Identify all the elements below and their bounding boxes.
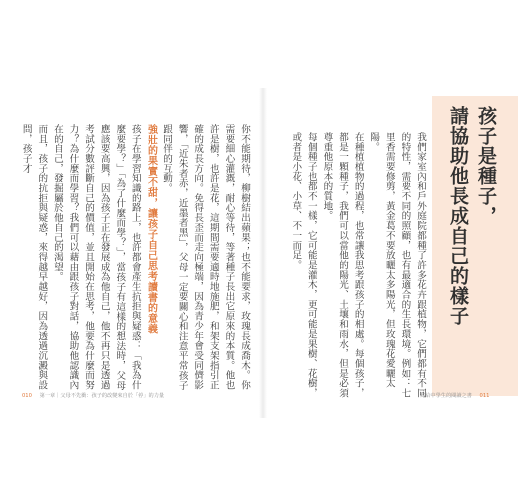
chapter-title-line-2: 請協助他長成自己的樣子 xyxy=(447,106,469,326)
left-page xyxy=(8,96,260,416)
right-paragraph-2: 在種植植物的過程，也常讓我思考跟孩子的相處。每個孩子，都是一顆種子，我們可以當他的陽光、土壤和雨水，但是必須尊重他原本的質地。 xyxy=(321,132,364,398)
left-paragraph-2: 孩子在學習知識的路上，也許都會產生抗拒與疑惑：「我為什麼要學？」「為了什麼而學？」，當孩子有這樣的想法時，父母應該要高興，因為孩子正在發展成為他自己，他不再只是透過考試分數評斷自己的價值，並且開始在思考，他要為什麼而努力？為什麼而學習？我們可以藉由跟孩子對話，協助他認識內在的自己，發掘屬於他自己的渴望。 xyxy=(51,124,141,391)
right-paragraph-1: 我們家室內和戶外庭院都種了許多花卉跟植物，它們都有不同的特性，需要不同的照顧，也有最適合的生長環境。例如：七里香需要修剪，黃金葛不要放曬太多陽光，但玫瑰花愛曬太陽。 xyxy=(368,132,426,398)
left-page-footer xyxy=(22,392,164,399)
right-footer-text: 寫給中學生的閱讀之書 xyxy=(420,393,472,399)
right-paragraph-3: 每個種子也都不一樣，它可能是灌木，更可能是果樹、花樹，或者是小花、小草、不一而足。 xyxy=(290,132,317,398)
chapter-title-line-1: 孩子是種子， xyxy=(475,106,497,226)
chapter-title xyxy=(444,106,500,326)
right-page-body xyxy=(276,132,428,402)
left-footer-text: 第一章｜父母不先衝：孩子的改變來自於「停」的力量 xyxy=(39,393,165,399)
right-page xyxy=(266,96,518,416)
chapter-title-panel xyxy=(432,96,518,396)
left-page-number: 010 xyxy=(22,393,32,399)
right-page-footer xyxy=(420,392,489,399)
left-paragraph-3: 而且，孩子的抗拒與疑惑，來得越早越好，因為透過沉澱與設問，孩子才 xyxy=(20,124,48,390)
left-page-body xyxy=(22,124,252,394)
left-paragraph-1: 你不能期待，柳樹結出蘋果；也不能要求，玫瑰長成喬木。你需要細心灌溉，耐心等待，等著種子長出它原來的本質。他也許是樹，也許是花，這期間需要適時地施肥，和架支架指引正確的成長方向。免得長歪而走向極端，因為青少年會受同儕影響，「近朱者赤，近墨者黑」，父母一定要關心和注意平常孩子跟同伴的互動。 xyxy=(161,124,250,391)
right-page-number: 011 xyxy=(479,393,490,399)
section-heading: 強壯的果實不甜，讓孩子自己思考讀書的意義 xyxy=(145,124,157,334)
